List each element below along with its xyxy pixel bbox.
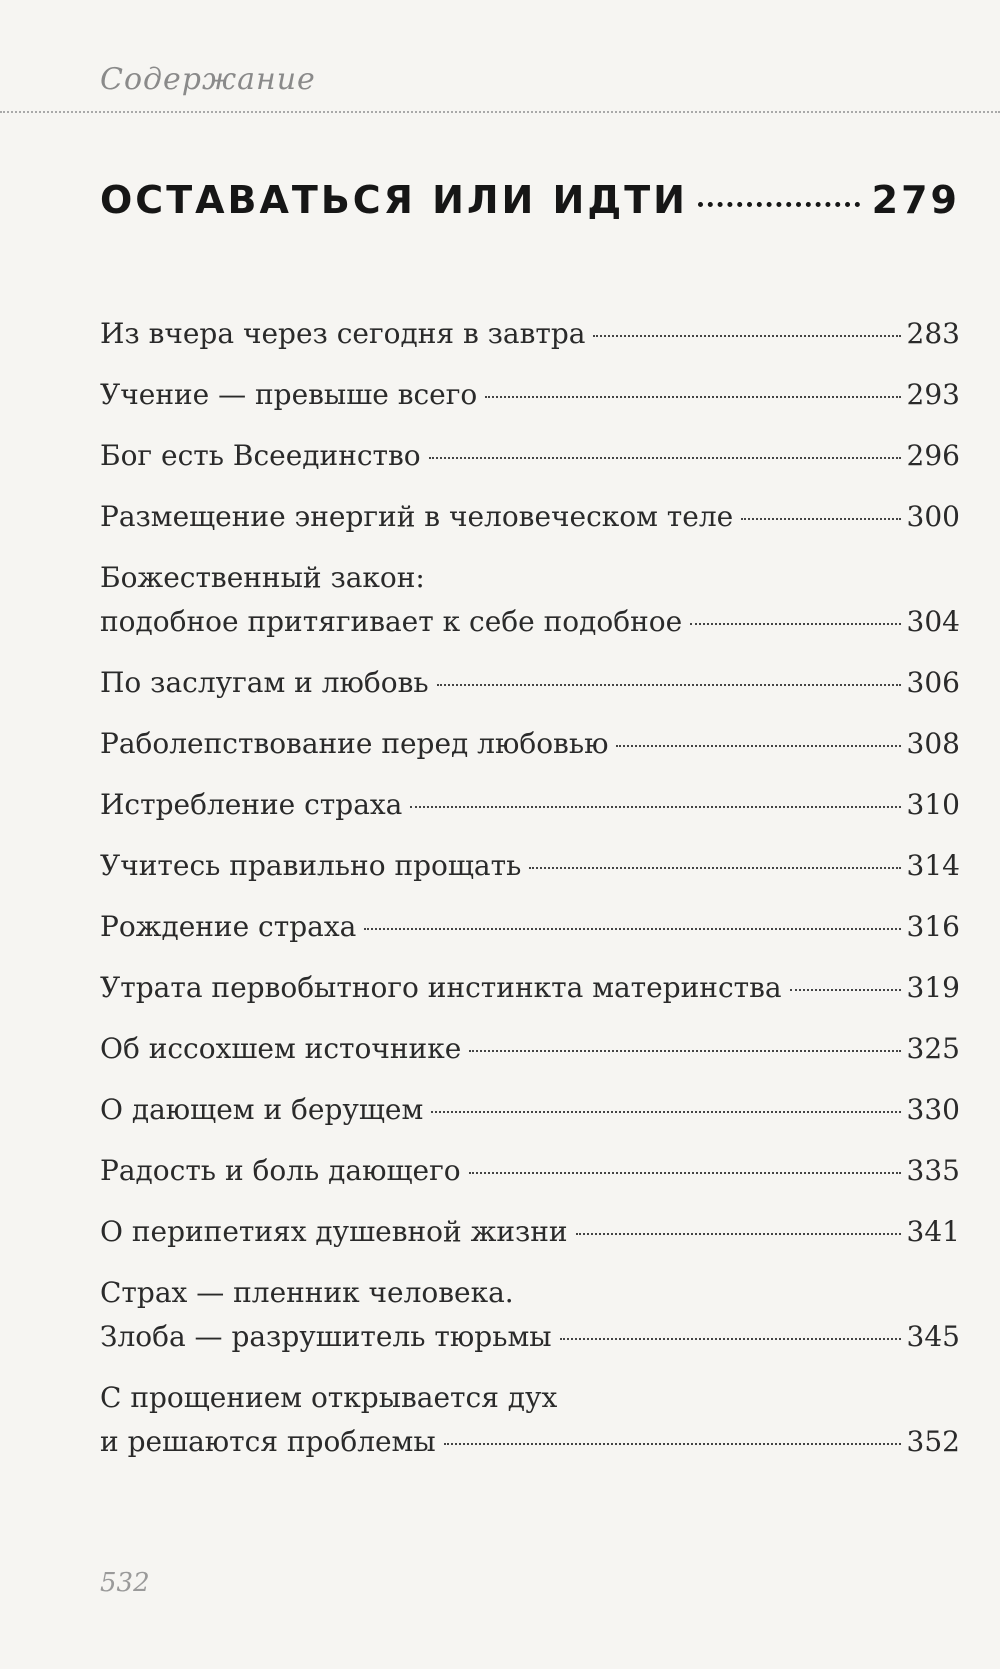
toc-entry[interactable] xyxy=(100,966,960,1010)
leader-dots xyxy=(469,1172,901,1174)
toc-entry[interactable] xyxy=(100,1027,960,1071)
leader-dots xyxy=(469,1050,900,1052)
table-of-contents xyxy=(100,312,960,1481)
toc-entry-title: Об иссохшем источнике xyxy=(100,1032,462,1065)
leader-dots xyxy=(485,396,900,398)
toc-entry-page: 330 xyxy=(906,1093,960,1126)
leader-dots xyxy=(410,806,900,808)
toc-entry-title: Злоба — разрушитель тюрьмы xyxy=(100,1320,552,1353)
toc-entry-page: 314 xyxy=(906,849,960,882)
toc-entry-title: О перипетиях душевной жизни xyxy=(100,1215,568,1248)
leader-dots xyxy=(529,867,900,869)
toc-entry-title: Учитесь правильно прощать xyxy=(100,849,522,882)
toc-entry-page: 308 xyxy=(906,727,960,760)
toc-entry[interactable] xyxy=(100,722,960,766)
toc-entry-title: Размещение энергий в человеческом теле xyxy=(100,500,734,533)
dotted-divider xyxy=(0,111,1000,113)
toc-entry-page: 345 xyxy=(906,1320,960,1353)
toc-entry-title: Из вчера через сегодня в завтра xyxy=(100,317,586,350)
leader-dots xyxy=(741,518,900,520)
toc-entry[interactable] xyxy=(100,661,960,705)
toc-entry-title: О дающем и берущем xyxy=(100,1093,424,1126)
toc-entry[interactable] xyxy=(100,373,960,417)
toc-entry[interactable] xyxy=(100,1210,960,1254)
leader-dots xyxy=(437,684,901,686)
toc-entry[interactable] xyxy=(100,556,960,644)
toc-entry-title-line: С прощением открывается дух xyxy=(100,1381,558,1414)
toc-entry-page: 310 xyxy=(906,788,960,821)
toc-entry[interactable] xyxy=(100,1088,960,1132)
leader-dots xyxy=(690,623,900,625)
toc-entry-page: 283 xyxy=(906,317,960,350)
section-title: ОСТАВАТЬСЯ ИЛИ ИДТИ xyxy=(100,178,688,222)
toc-entry-title-line: Страх — пленник человека. xyxy=(100,1276,514,1309)
section-page-number: 279 xyxy=(871,178,960,222)
toc-entry-title: Раболепствование перед любовью xyxy=(100,727,609,760)
toc-entry[interactable] xyxy=(100,312,960,356)
toc-entry-title: и решаются проблемы xyxy=(100,1425,436,1458)
leader-dots xyxy=(593,335,900,337)
section-leader-dots xyxy=(698,202,860,207)
toc-entry-page: 296 xyxy=(906,439,960,472)
toc-entry[interactable] xyxy=(100,905,960,949)
page-number: 532 xyxy=(100,1568,150,1598)
toc-entry[interactable] xyxy=(100,844,960,888)
toc-entry-page: 352 xyxy=(906,1425,960,1458)
leader-dots xyxy=(429,457,901,459)
toc-entry[interactable] xyxy=(100,434,960,478)
toc-entry-page: 325 xyxy=(906,1032,960,1065)
section-heading[interactable] xyxy=(100,178,960,222)
toc-entry-page: 304 xyxy=(906,605,960,638)
leader-dots xyxy=(790,989,901,991)
leader-dots xyxy=(431,1111,900,1113)
leader-dots xyxy=(364,928,900,930)
leader-dots xyxy=(444,1443,901,1445)
toc-entry-title: Истребление страха xyxy=(100,788,403,821)
toc-entry-title: Радость и боль дающего xyxy=(100,1154,461,1187)
toc-entry-page: 300 xyxy=(906,500,960,533)
toc-entry-title-line: Божественный закон: xyxy=(100,561,425,594)
leader-dots xyxy=(576,1233,901,1235)
toc-entry-title: Учение — превыше всего xyxy=(100,378,478,411)
leader-dots xyxy=(560,1338,901,1340)
toc-entry-page: 335 xyxy=(906,1154,960,1187)
toc-entry-title: подобное притягивает к себе подобное xyxy=(100,605,683,638)
toc-entry-title: По заслугам и любовь xyxy=(100,666,429,699)
toc-entry[interactable] xyxy=(100,495,960,539)
toc-entry[interactable] xyxy=(100,1376,960,1464)
toc-entry-page: 316 xyxy=(906,910,960,943)
toc-entry[interactable] xyxy=(100,1271,960,1359)
toc-entry[interactable] xyxy=(100,783,960,827)
toc-entry-page: 319 xyxy=(906,971,960,1004)
toc-entry[interactable] xyxy=(100,1149,960,1193)
toc-entry-page: 293 xyxy=(906,378,960,411)
toc-entry-page: 306 xyxy=(906,666,960,699)
toc-entry-title: Утрата первобытного инстинкта материнства xyxy=(100,971,782,1004)
running-head: Содержание xyxy=(100,62,316,97)
toc-entry-page: 341 xyxy=(906,1215,960,1248)
toc-entry-title: Бог есть Всеединство xyxy=(100,439,421,472)
leader-dots xyxy=(616,745,900,747)
toc-entry-title: Рождение страха xyxy=(100,910,357,943)
